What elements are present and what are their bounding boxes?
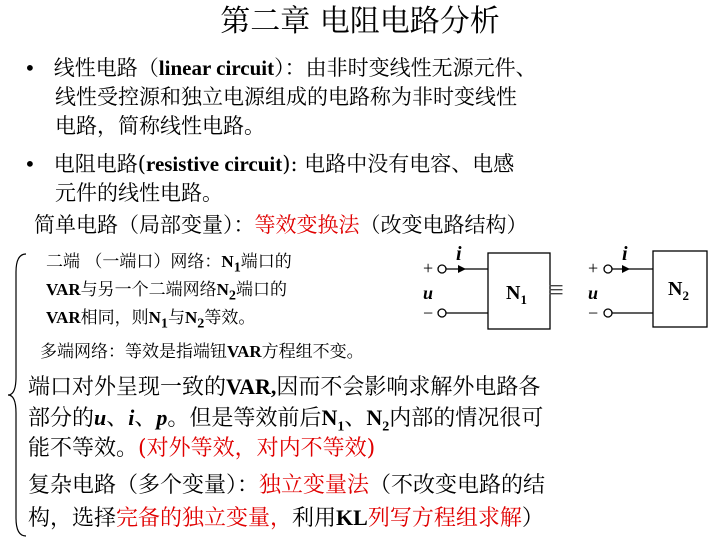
external-equivalence-line-1: 端口对外呈现一致的VAR,因而不会影响求解外电路各 bbox=[28, 374, 541, 400]
box-label-n1: $N_1$ bbox=[506, 282, 527, 307]
equivalence-diagram bbox=[410, 243, 710, 333]
complex-circuit-line-2: 构，选择完备的独立变量，利用KL列写方程组求解） bbox=[28, 505, 544, 531]
equivalent-transform-method: 等效变换法 bbox=[254, 213, 360, 237]
two-port-line-1: 二端 （一端口）网络：$N_1$端口的 bbox=[46, 252, 292, 276]
complex-circuit-line-1: 复杂电路（多个变量）：独立变量法（不改变电路的结 bbox=[28, 473, 546, 498]
current-arrow-icon bbox=[622, 265, 630, 273]
current-arrow-icon bbox=[458, 265, 466, 273]
box-label-n2: $N_2$ bbox=[668, 278, 689, 303]
network-n2 bbox=[588, 243, 707, 327]
simple-circuit-note: （改变电路结构） bbox=[359, 213, 528, 237]
linear-def-1: ）：由非时变线性无源元件、 bbox=[274, 56, 537, 80]
current-label-right: i bbox=[622, 243, 628, 265]
multi-port-line: 多端网络：等效是指端钮VAR方程组不变。 bbox=[40, 342, 364, 362]
resistive-label: 电阻电路( bbox=[53, 152, 146, 176]
linear-def-2: 线性受控源和独立电源组成的电路称为非时变线性 bbox=[55, 85, 517, 109]
resistive-def-1: ): 电路中没有电容、电感 bbox=[282, 152, 515, 176]
equivalence-symbol: ≡ bbox=[548, 275, 564, 306]
resistive-def-2: 元件的线性电路。 bbox=[55, 181, 223, 205]
bullet-dot: • bbox=[24, 56, 36, 80]
two-port-line-2: VAR与另一个二端网络$N_2$端口的 bbox=[46, 280, 287, 304]
independent-variable-method: 独立变量法 bbox=[259, 473, 370, 498]
minus-sign-left: − bbox=[423, 303, 434, 323]
simple-circuit-line bbox=[34, 212, 528, 239]
bullet-1 bbox=[24, 55, 537, 82]
linear-english: linear circuit bbox=[158, 56, 275, 80]
bullet-dot: • bbox=[24, 152, 36, 176]
network-n1 bbox=[423, 243, 550, 329]
simple-circuit-label: 简单电路（局部变量）： bbox=[34, 213, 255, 237]
current-label-left: i bbox=[456, 243, 462, 265]
linear-def-3: 电路，简称线性电路。 bbox=[55, 114, 265, 138]
equivalence-note: (对外等效，对内不等效) bbox=[138, 436, 376, 461]
resistive-english: resistive circuit bbox=[146, 152, 283, 176]
bullet-2 bbox=[24, 151, 514, 178]
plus-sign-left: + bbox=[423, 258, 434, 278]
two-port-line-3: VAR相同，则$N_1$与$N_2$等效。 bbox=[46, 308, 256, 332]
left-brace bbox=[6, 252, 28, 540]
page-title: 第二章 电阻电路分析 bbox=[220, 4, 500, 39]
linear-label: 线性电路（ bbox=[53, 56, 159, 80]
minus-sign-right: − bbox=[588, 303, 599, 323]
external-equivalence-line-2: 部分的u、i、p。但是等效前后$N_1$、$N_2$内部的情况很可 bbox=[28, 405, 544, 435]
external-equivalence-line-3: 能不等效。(对外等效，对内不等效) bbox=[28, 436, 376, 461]
plus-sign-right: + bbox=[588, 258, 599, 278]
voltage-label-right: u bbox=[588, 283, 599, 303]
voltage-label-left: u bbox=[423, 283, 434, 303]
